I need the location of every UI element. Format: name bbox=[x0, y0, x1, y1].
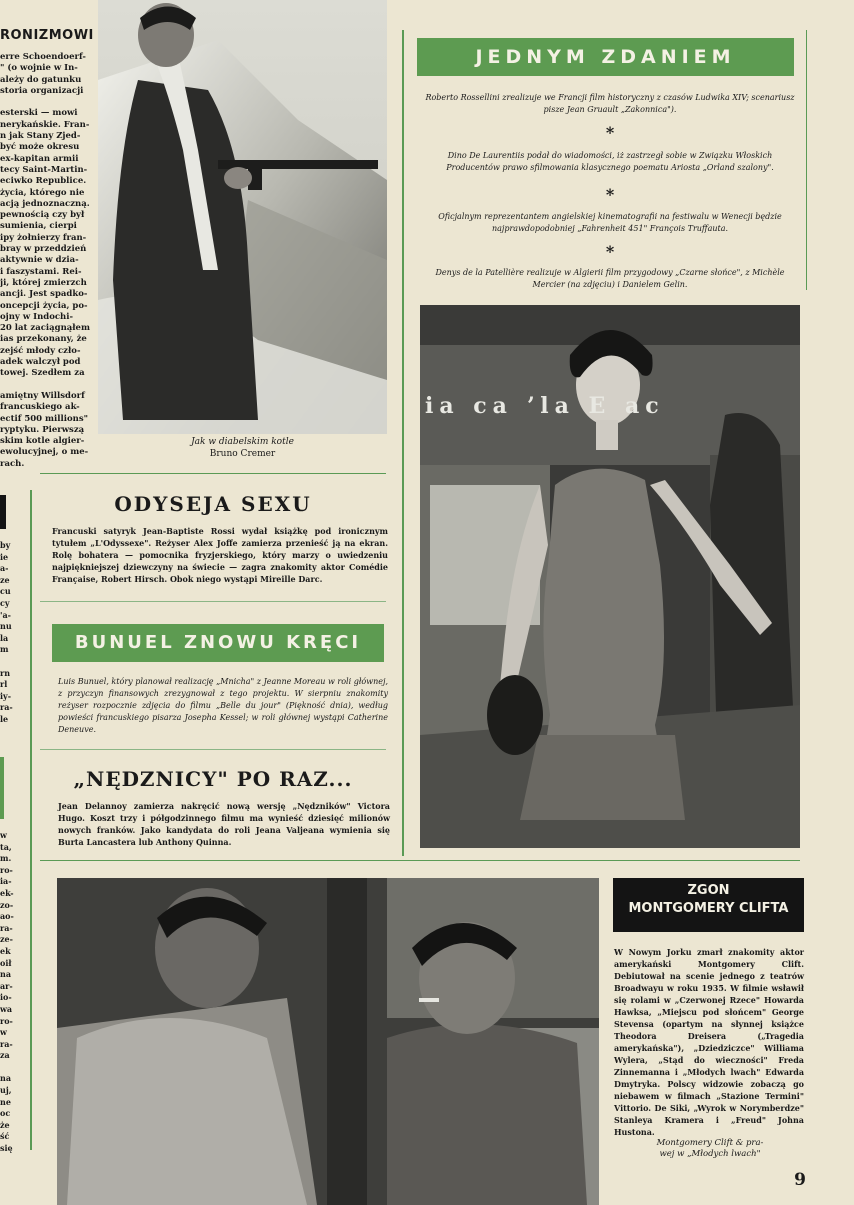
fragment-lower-line: io- bbox=[0, 992, 12, 1003]
photo-caption-bottom bbox=[620, 1138, 800, 1160]
left-column-line: ectif 500 millions" bbox=[0, 413, 89, 424]
left-column-line: francuskiego ak- bbox=[0, 402, 80, 413]
fragment-lower-line: ar- bbox=[0, 980, 13, 991]
nedznicy-title: „NĘDZNICY" PO RAZ... bbox=[73, 767, 353, 791]
fragment-lower-line: ta, bbox=[0, 841, 12, 852]
fragment-lower-line bbox=[0, 1062, 14, 1074]
fragment-lower-line: ek bbox=[0, 945, 11, 956]
left-column-line: " (o wojnie w In- bbox=[0, 63, 78, 74]
fragment-lower-line: ra- bbox=[0, 922, 13, 933]
photo-bruno-cremer bbox=[98, 0, 387, 434]
fragment-upper-line: m bbox=[0, 644, 9, 655]
rule-above-nedznicy bbox=[40, 749, 386, 750]
left-column-line: bray w przeddzień bbox=[0, 244, 87, 255]
left-column-line: 20 lat zaciągnąłem bbox=[0, 323, 90, 334]
left-column-line: ex-kapitan armii bbox=[0, 153, 79, 164]
fragment-lower-line: ia- bbox=[0, 876, 12, 887]
fragment-lower-line: ze- bbox=[0, 934, 13, 945]
fragment-lower-line: oił bbox=[0, 957, 12, 968]
left-column-line: storia organizacji bbox=[0, 85, 84, 96]
zgon-header bbox=[613, 878, 804, 932]
left-column-line: zejść młody czło- bbox=[0, 345, 81, 356]
page-number: 9 bbox=[794, 1170, 806, 1190]
zgon-title-line-1: ZGON bbox=[687, 883, 730, 898]
fragment-lower-line: że bbox=[0, 1119, 10, 1130]
left-column-line: sumienia, cierpi bbox=[0, 221, 77, 232]
clift-photo-illustration bbox=[57, 878, 599, 1205]
left-column-line: acją jednoznaczną. bbox=[0, 198, 90, 209]
fragment-lower-line: się bbox=[0, 1143, 13, 1154]
left-column-line: oncepcji życia, po- bbox=[0, 300, 88, 311]
caption-name: Bruno Cremer bbox=[209, 449, 276, 459]
left-column-line: życia, którego nie bbox=[0, 187, 85, 198]
center-column-rule bbox=[402, 30, 404, 856]
fragment-upper-line: a- bbox=[0, 563, 9, 574]
rule-above-bunuel bbox=[40, 601, 386, 602]
fragment-lower-line: na bbox=[0, 969, 11, 980]
fragment-upper-line: iy- bbox=[0, 690, 12, 701]
left-green-bar-fragment bbox=[0, 757, 4, 819]
fragment-lower-line: uj, bbox=[0, 1085, 12, 1096]
left-column-line: eciwko Republice. bbox=[0, 176, 87, 187]
left-column-line: ojny w Indochi- bbox=[0, 311, 73, 322]
fragment-lower-line: ść bbox=[0, 1131, 10, 1142]
left-black-bar-fragment bbox=[0, 495, 6, 529]
fragment-lower-line: wa bbox=[0, 1003, 13, 1014]
caption-bottom-line-2: wej w „Młodych lwach" bbox=[659, 1149, 761, 1159]
fragment-upper-line: ze bbox=[0, 574, 10, 585]
fragment-lower-line: oc bbox=[0, 1108, 11, 1119]
fragment-upper-line: nu bbox=[0, 621, 12, 632]
nedznicy-body: Jean Delannoy zamierza nakręcić nową wersję „Nędzników" Victora Hugo. Koszt trzy i półgodzinnego filmu ma wynieść dziesięć milionów nowych franków. Jako kandydata do roli Jeana Valjeana wymienia się Burta Lancastera lub Anthony Quinna. bbox=[58, 801, 390, 847]
soldier-photo-illustration bbox=[98, 0, 387, 434]
fragment-lower-line: ra- bbox=[0, 1038, 13, 1049]
fragment-upper-line: by bbox=[0, 540, 11, 550]
photo-caption-top bbox=[150, 436, 335, 460]
neon-sign-text: ia ca ʼla E ac bbox=[425, 393, 665, 419]
fragment-lower-line: ne bbox=[0, 1096, 11, 1107]
rule-above-odyseja bbox=[40, 473, 386, 474]
left-column-line: towej. Szedłem za bbox=[0, 368, 85, 379]
left-column-line: ancji. Jest spadko- bbox=[0, 289, 88, 300]
fragment-lower-line: ao- bbox=[0, 911, 14, 922]
left-column-line: być może okresu bbox=[0, 142, 80, 153]
fragment-upper-line: 'a- bbox=[0, 609, 11, 620]
left-column-line: aktywnie w dzia- bbox=[0, 255, 79, 266]
left-column-text bbox=[0, 52, 93, 469]
fragment-lower-line: ro- bbox=[0, 864, 13, 875]
fragment-upper-line: rl bbox=[0, 679, 8, 690]
fragment-lower-line: w bbox=[0, 830, 7, 840]
news-item-1: Roberto Rossellini zrealizuje we Francji film historyczny z czasów Ludwika XIV; scenariusz pisze Jean Gruault „Zakonnica"). bbox=[425, 93, 795, 114]
fragment-lower-line: ro- bbox=[0, 1015, 13, 1026]
odyseja-title: ODYSEJA SEXU bbox=[114, 492, 312, 516]
left-border-rule bbox=[30, 490, 32, 1150]
separator-star-3: * bbox=[605, 242, 615, 261]
fragment-upper-line: cy bbox=[0, 597, 10, 608]
left-column-line: i faszystami. Rei- bbox=[0, 266, 82, 277]
left-column-line: tecy Saint-Martin- bbox=[0, 164, 88, 175]
left-column-line bbox=[0, 380, 93, 391]
caption-bottom-line-1: Montgomery Clift & pra- bbox=[656, 1138, 764, 1148]
bunuel-body: Luis Bunuel, który planował realizację „Mnicha" z Jeanne Moreau w roli głównej, z przyczyn finansowych zrezygnował z tego projektu. W sierpniu znakomity reżyser rozpocznie zdjęcia do filmu „Belle du jour" (Piękność dnia), według powieści francuskiego pisarza Josepha Kessel; w roli głównej wystąpi Catherine Deneuve. bbox=[58, 677, 388, 734]
left-column-line: esterski — mowi bbox=[0, 108, 78, 119]
left-column-line: pewnością czy był bbox=[0, 210, 85, 221]
mercier-photo-illustration bbox=[420, 305, 800, 848]
caption-title: Jak w diabelskim kotle bbox=[191, 437, 294, 447]
left-column-heading: RONIZMOWI bbox=[0, 28, 94, 43]
fragment-upper-line: ie bbox=[0, 551, 9, 562]
fragment-upper-line: cu bbox=[0, 586, 11, 597]
zgon-title-line-2: MONTGOMERY CLIFTA bbox=[628, 901, 789, 916]
far-left-fragments-upper bbox=[0, 540, 14, 726]
photo-montgomery-clift bbox=[57, 878, 599, 1205]
left-column-line: ipy żołnierzy fran- bbox=[0, 232, 87, 243]
left-column-line: nerykańskie. Fran- bbox=[0, 119, 90, 130]
left-column-line bbox=[0, 97, 93, 108]
odyseja-body: Francuski satyryk Jean-Baptiste Rossi wydał książkę pod ironicznym tytułem „L'Odyssexe". Reżyser Alex Joffe zamierza przenieść ją na ekran. Rolę bohatera — pomocnika fryzjerskiego, który marzy o uwiedzeniu najpiękniejszej dziewczyny na świecie — zagra znakomity aktor Comédie Française, Robert Hirsch. Obok niego wystąpi Mireille Darc. bbox=[52, 526, 388, 584]
photo-michele-mercier bbox=[420, 305, 800, 848]
fragment-upper-line: rn bbox=[0, 667, 11, 678]
right-column-rule bbox=[806, 30, 807, 290]
news-item-4: Denys de la Patellière realizuje w Algierii film przygodowy „Czarne słońce", z Michèle Mercier (na zdjęciu) i Danielem Gelin. bbox=[435, 268, 785, 289]
fragment-lower-line: zo- bbox=[0, 899, 14, 910]
fragment-lower-line: m. bbox=[0, 853, 12, 864]
left-column-line: adek walczył pod bbox=[0, 357, 81, 368]
left-column-line: amiętny Willsdorf bbox=[0, 390, 85, 401]
left-column-line: skim kotle algier- bbox=[0, 436, 85, 447]
fragment-lower-line: w bbox=[0, 1027, 7, 1038]
left-column-line: n jak Stany Zjed- bbox=[0, 131, 81, 142]
rule-above-bottom-section bbox=[40, 860, 800, 861]
left-column-line: ewolucyjnej, o me- bbox=[0, 447, 89, 458]
left-column-line: ryptyku. Pierwszą bbox=[0, 424, 85, 435]
fragment-upper-line: la bbox=[0, 632, 9, 643]
fragment-upper-line bbox=[0, 656, 14, 668]
news-item-2: Dino De Laurentiis podał do wiadomości, iż zastrzegł sobie w Związku Włoskich Producentów prawo sfilmowania klasycznego poematu Ariosta „Orland szalony". bbox=[446, 151, 774, 172]
separator-star-2: * bbox=[605, 185, 615, 204]
zgon-body: W Nowym Jorku zmarł znakomity aktor amerykański Montgomery Clift. Debiutował na scenie jednego z teatrów Broadwayu w roku 1935. W filmie wsławił się rolami w „Czerwonej Rzece" Howarda Hawksa, „Miejscu pod słońcem" George Stevensa (opartym na słynnej książce Theodora Dreisera („Tragedia amerykańska"), „Dziedziczce" Williama Wylera, „Stąd do wieczności" Freda Zinnemanna i „Młodych lwach" Edwarda Dmytryka. Polscy widzowie zobaczą go niebawem w filmach „Stazione Termini" Vittorio. De Siki, „Wyrok w Norymberdze" Stanleya Kramera i „Freud" Johna Hustona. bbox=[614, 947, 804, 1137]
left-column-line: erre Schoendoerf- bbox=[0, 52, 86, 62]
fragment-upper-line: le bbox=[0, 713, 9, 724]
news-item-3: Oficjalnym reprezentantem angielskiej kinematografii na festiwalu w Wenecji będzie najprawdopodobniej „Fahrenheit 451" François Truffauta. bbox=[438, 212, 782, 233]
left-column-line: ias przekonany, że bbox=[0, 334, 87, 345]
bunuel-header: BUNUEL ZNOWU KRĘCI bbox=[52, 624, 384, 662]
left-column-line: rach. bbox=[0, 458, 25, 469]
fragment-lower-line: ek- bbox=[0, 887, 14, 898]
separator-star-1: * bbox=[605, 123, 615, 142]
fragment-upper-line: ra- bbox=[0, 702, 13, 713]
far-left-fragments-lower bbox=[0, 830, 14, 1155]
fragment-lower-line: na bbox=[0, 1073, 11, 1084]
left-column-line: ależy do gatunku bbox=[0, 74, 82, 85]
fragment-lower-line: za bbox=[0, 1050, 10, 1061]
left-column-line: ji, której zmierzch bbox=[0, 277, 87, 288]
jednym-zdaniem-header: JEDNYM ZDANIEM bbox=[417, 38, 794, 76]
